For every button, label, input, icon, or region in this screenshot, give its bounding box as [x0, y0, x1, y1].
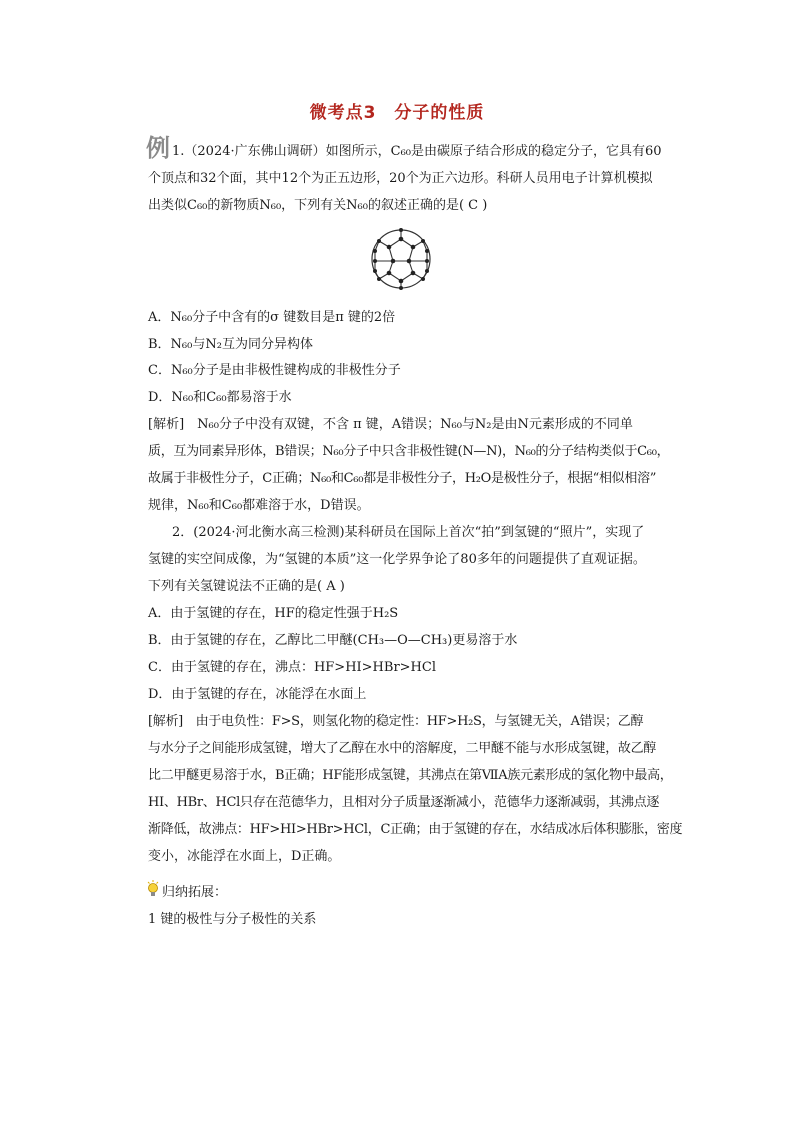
q1-analysis-line-3: 故属于非极性分子，C正确；N₆₀和C₆₀都是非极性分子，H₂O是极性分子，根据“相似相溶”: [148, 471, 657, 486]
q2-analysis-line-2: 与水分子之间能形成氢键，增大了乙醇在水中的溶解度，二甲醚不能与水形成氢键，故乙醇: [148, 741, 657, 756]
fullerene-c60-icon: [369, 227, 433, 291]
q2-analysis-line-1: [解析] 由于电负性：F>S，则氢化物的稳定性：HF>H₂S，与氢键无关，A错误；乙醇: [148, 714, 644, 729]
q1-analysis-line-4: 规律，N₆₀和C₆₀都难溶于水，D错误。: [148, 498, 370, 513]
q1-option-d: D．N₆₀和C₆₀都易溶于水: [148, 390, 292, 405]
example-icon: 例: [146, 134, 170, 162]
q1-stem-line-2: 个顶点和32个面，其中12个为正五边形，20个为正六边形。科研人员用电子计算机模拟: [148, 171, 653, 186]
summary-label: 归纳拓展：: [162, 885, 228, 900]
q2-analysis-line-3: 比二甲醚更易溶于水，B正确；HF能形成氢键，其沸点在第ⅦA族元素形成的氢化物中最高，: [148, 768, 673, 783]
q1-option-b: B．N₆₀与N₂互为同分异构体: [148, 337, 313, 352]
q1-analysis-line-1: [解析] N₆₀分子中没有双键，不含 π 键，A错误；N₆₀与N₂是由N元素形成的不同单: [148, 417, 633, 432]
q1-option-c: C．N₆₀分子是由非极性键构成的非极性分子: [148, 363, 401, 378]
q2-option-d: D．由于氢键的存在，冰能浮在水面上: [148, 687, 367, 702]
q2-stem-line-1: 2．(2024·河北衡水高三检测)某科研员在国际上首次“拍”到氢键的“照片”，实现了: [172, 525, 645, 540]
q2-stem-line-3: 下列有关氢键说法不正确的是( A ): [148, 579, 345, 594]
q1-stem-line-3: 出类似C₆₀的新物质N₆₀，下列有关N₆₀的叙述正确的是( C ): [148, 198, 488, 213]
q2-stem-line-2: 氢键的实空间成像，为“氢键的本质”这一化学界争论了80多年的问题提供了直观证据。: [148, 552, 646, 567]
q2-analysis-line-6: 变小，冰能浮在水面上，D正确。: [148, 849, 341, 864]
q2-option-a: A．由于氢键的存在，HF的稳定性强于H₂S: [148, 606, 399, 621]
summary-item-1: 1 键的极性与分子极性的关系: [148, 912, 317, 927]
q2-option-c: C．由于氢键的存在，沸点：HF>HI>HBr>HCl: [148, 660, 436, 675]
q1-stem-line-1: 1.（2024·广东佛山调研）如图所示，C₆₀是由碳原子结合形成的稳定分子，它具有60: [172, 144, 662, 159]
q1-analysis-line-2: 质，互为同素异形体，B错误；N₆₀分子中只含非极性键(N—N)，N₆₀的分子结构类似于C₆₀，: [148, 444, 670, 459]
q2-option-b: B．由于氢键的存在，乙醇比二甲醚(CH₃—O—CH₃)更易溶于水: [148, 633, 518, 648]
q2-analysis-line-4: HI、HBr、HCl只存在范德华力，且相对分子质量逐渐减小，范德华力逐渐减弱，其沸点逐: [148, 795, 660, 810]
q2-analysis-line-5: 渐降低，故沸点：HF>HI>HBr>HCl，C正确；由于氢键的存在，水结成冰后体积膨胀，密度: [148, 822, 683, 837]
title-left: 微考点3: [309, 103, 377, 123]
q1-option-a: A．N₆₀分子中含有的σ 键数目是π 键的2倍: [148, 310, 396, 325]
title-right: 分子的性质: [394, 103, 485, 123]
lightbulb-icon: [146, 880, 160, 898]
page-title: [0, 98, 794, 123]
